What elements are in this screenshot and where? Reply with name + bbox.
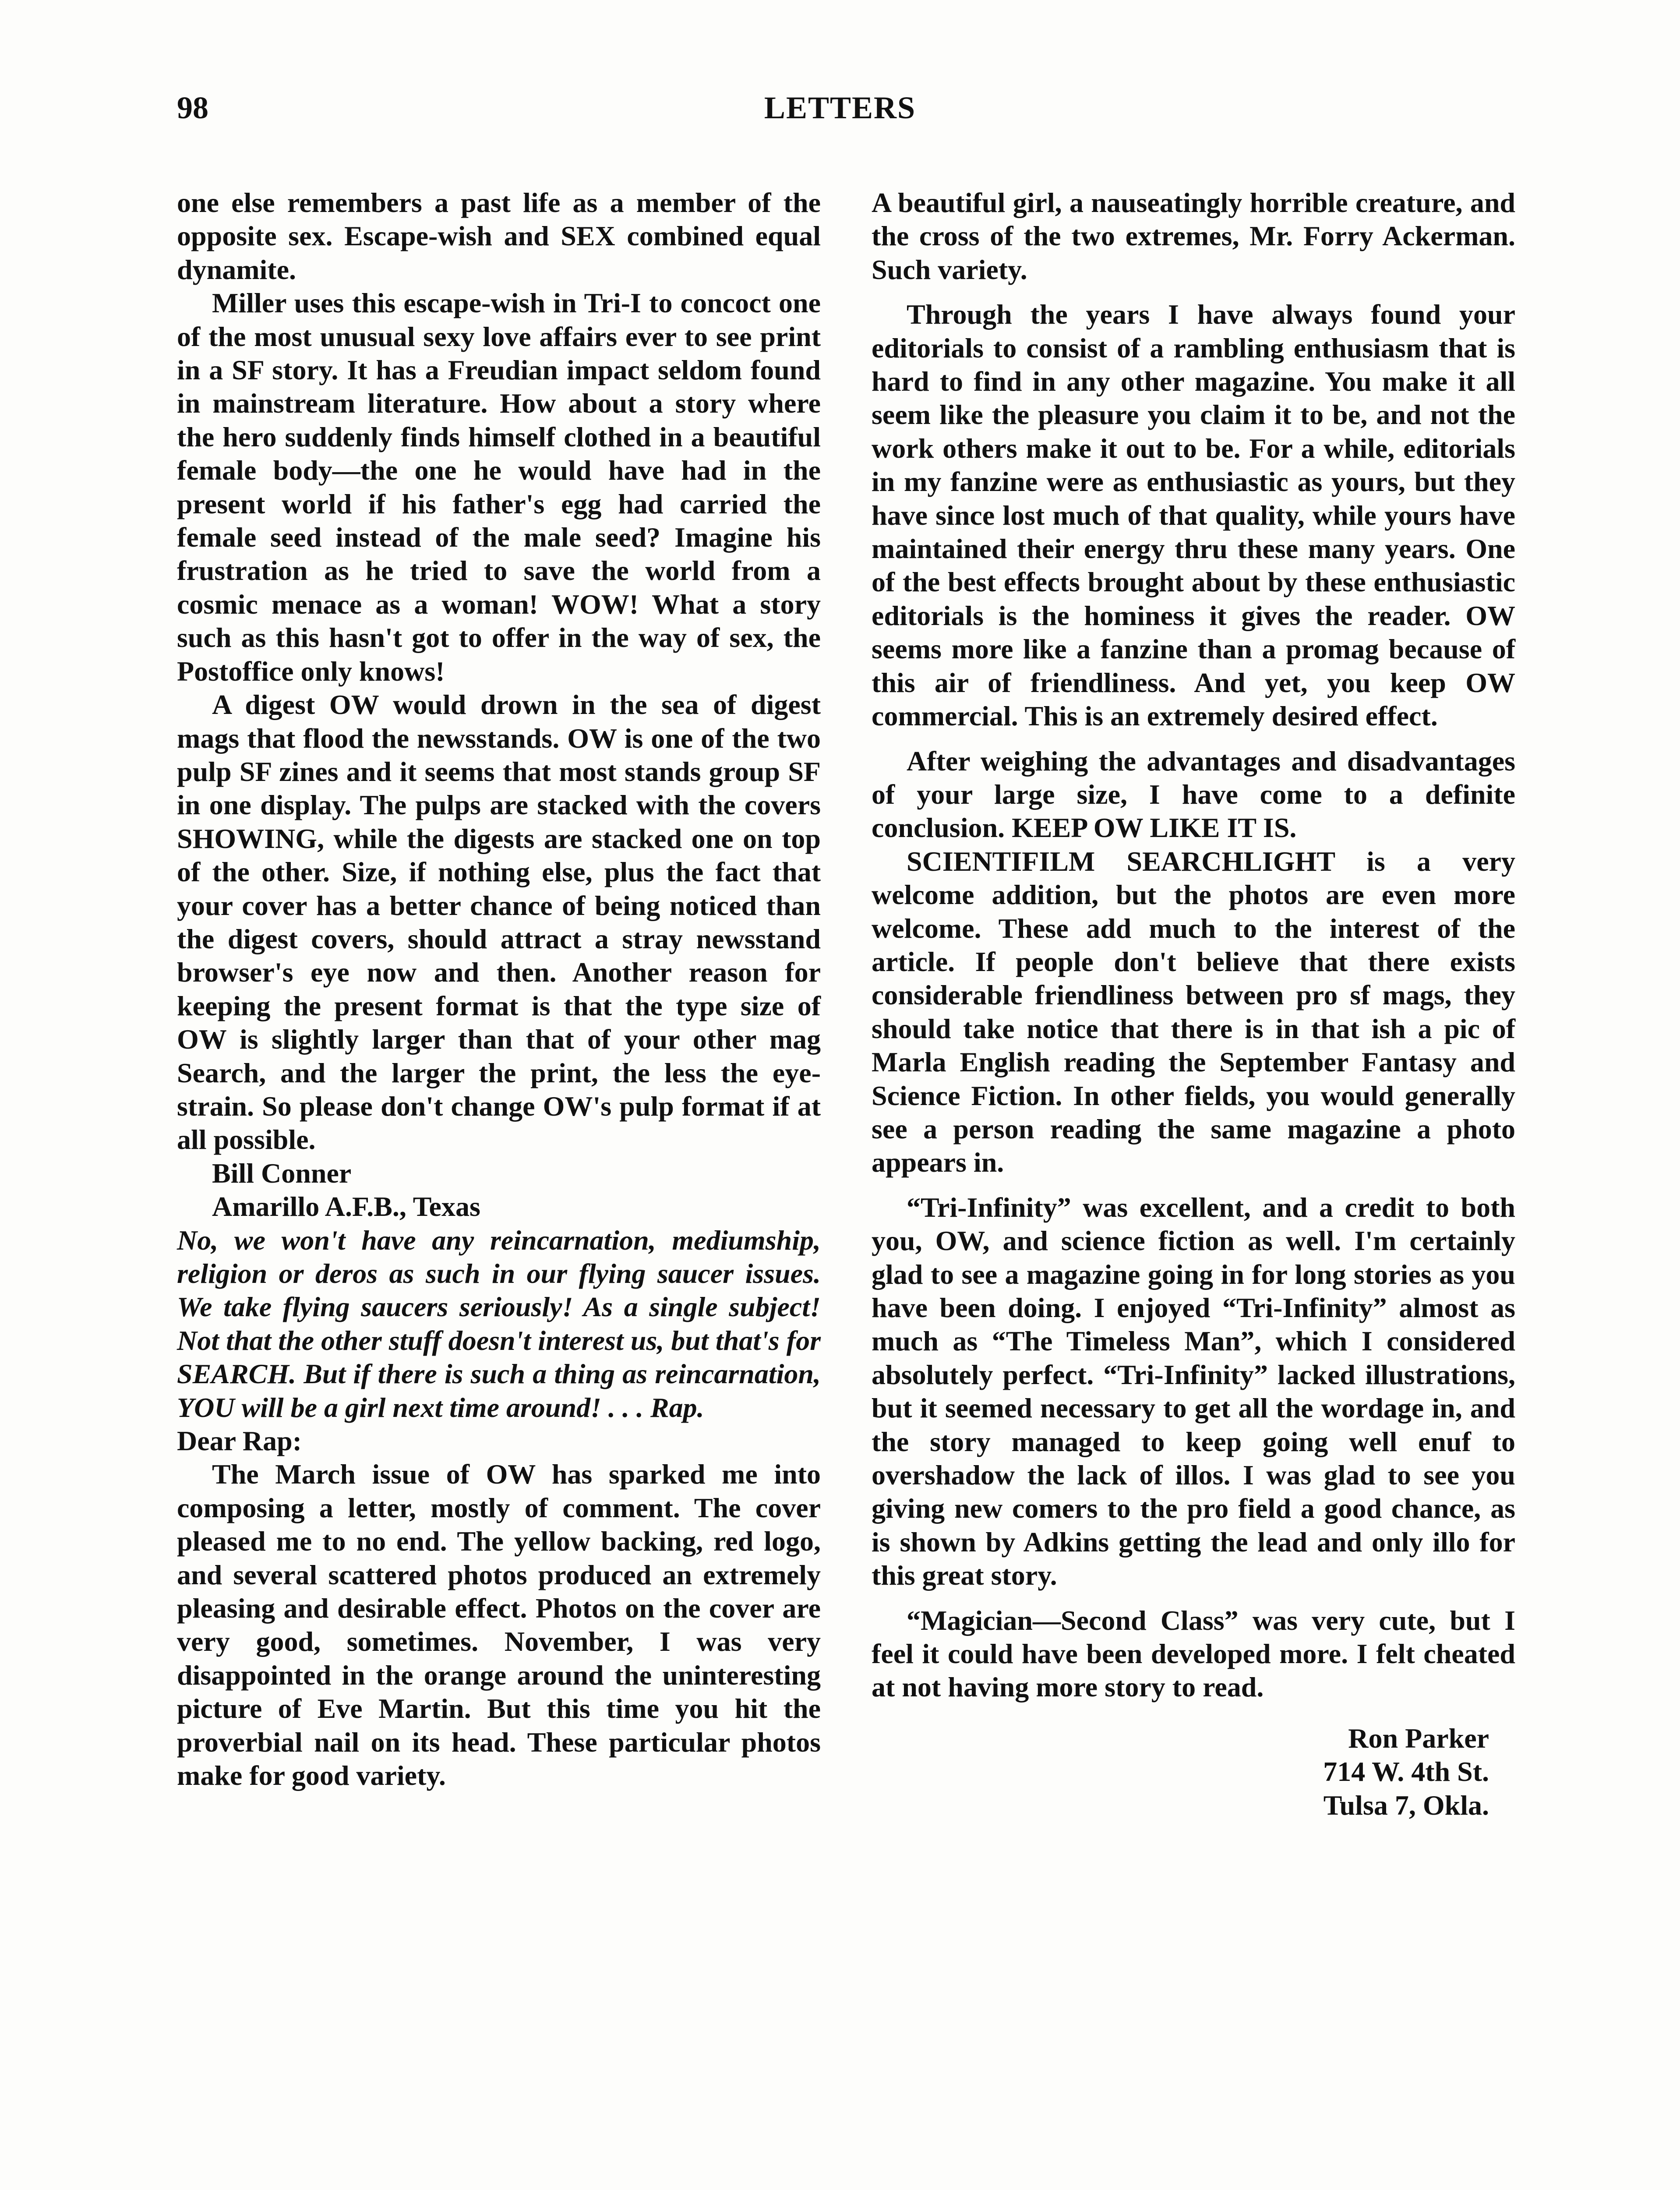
page-header: [0, 90, 1680, 142]
paragraph: “Magician—Second Class” was very cute, but I feel it could have been developed more. I felt cheated at not having more story to read.: [872, 1604, 1515, 1703]
letter-signature-name: Bill Conner: [212, 1157, 352, 1189]
editor-reply: No, we won't have any reincarnation, mediumship, religion or deros as such in our flying saucer issues. We take flying saucers seriously! As a single subject! Not that the other stuff doesn't interest us, but that's for SEARCH. But if there is such a thing as reincarnation, YOU will be a girl next time around! . . . Rap.: [177, 1224, 821, 1423]
paragraph: Through the years I have always found your editorials to consist of a rambling enthusiasm that is hard to find in any other magazine. You make it all seem like the pleasure you claim it to be, and not the work others make it out to be. For a while, editorials in my fanzine were as enthusiastic as yours, but they have since lost much of that quality, while yours have maintained their energy thru these many years. One of the best effects brought about by these enthusiastic editorials is the hominess it gives the reader. OW seems more like a fanzine than a promag because of this air of friendliness. And yet, you keep OW commercial. This is an extremely desired effect.: [872, 299, 1515, 732]
letter-signature: [872, 1722, 1515, 1822]
paragraph: Miller uses this escape-wish in Tri-I to concoct one of the most unusual sexy love affairs ever to see print in a SF story. It has a Freudian impact seldom found in mainstream literature. How about a story where the hero suddenly finds himself clothed in a beautiful female body—the one he would have had in the present world if his father's egg had carried the female seed instead of the male seed? Imagine his frustration as he tried to save the world from a cosmic menace as a woman! WOW! What a story such as this hasn't got to offer in the way of sex, the Postoffice only knows!: [177, 287, 821, 687]
letter-salutation: Dear Rap:: [177, 1425, 302, 1457]
letter-signature-place: Amarillo A.F.B., Texas: [212, 1191, 480, 1222]
paragraph: SCIENTIFILM SEARCHLIGHT is a very welcome addition, but the photos are even more welcome. These add much to the interest of the article. If people don't believe that there exists considerable friendliness between pro sf mags, they should take notice that there is in that ish a pic of Marla English reading the September Fantasy and Science Fiction. In other fields, you would generally see a person reading the same magazine a photo appears in.: [872, 845, 1515, 1178]
paragraph: After weighing the advantages and disadvantages of your large size, I have come to a definite conclusion. KEEP OW LIKE IT IS.: [872, 745, 1515, 844]
paragraph: “Tri-Infinity” was excellent, and a credit to both you, OW, and science fiction as well. I'm certainly glad to see a magazine going in for long stories as you have been doing. I enjoyed “Tri-Infinity” almost as much as “The Timeless Man”, which I considered absolutely perfect. “Tri-Infinity” lacked illustrations, but it seemed necessary to get all the wordage in, and the story managed to keep going well enuf to overshadow the lack of illos. I was glad to see you giving new comers to the pro field a good chance, as is shown by Adkins getting the lead and only illo for this great story.: [872, 1191, 1515, 1591]
page-number: 98: [177, 90, 208, 125]
paragraph: A digest OW would drown in the sea of digest mags that flood the newsstands. OW is one of the two pulp SF zines and it seems that most stands group SF in one display. The pulps are stacked with the covers SHOWING, while the digests are stacked one on top of the other. Size, if nothing else, plus the fact that your cover has a better chance of being noticed than the digest covers, should attract a stray newsstand browser's eye now and then. Another reason for keeping the present format is that the type size of OW is slightly larger than that of your other mag Search, and the larger the print, the less the eye-strain. So please don't change OW's pulp format if at all possible.: [177, 689, 821, 1155]
signature-name: Ron Parker: [1348, 1722, 1489, 1754]
right-column: [872, 186, 1515, 1822]
paragraph: The March issue of OW has sparked me into composing a letter, mostly of comment. The cover pleased me to no end. The yellow backing, red logo, and several scattered photos produced an extremely pleasing and desirable effect. Photos on the cover are very good, sometimes. November, I was very disappointed in the orange around the uninteresting picture of Eve Martin. But this time you hit the proverbial nail on its head. These particular photos make for good variety.: [177, 1459, 821, 1791]
signature-address-line: Tulsa 7, Okla.: [1323, 1789, 1489, 1821]
paragraph: A beautiful girl, a nauseatingly horrible creature, and the cross of the two extremes, Mr. Forry Ackerman. Such variety.: [872, 187, 1515, 285]
paragraph: one else remembers a past life as a member of the opposite sex. Escape-wish and SEX combined equal dynamite.: [177, 187, 821, 285]
page-title: LETTERS: [764, 90, 916, 125]
signature-address-line: 714 W. 4th St.: [1323, 1756, 1489, 1787]
left-column: [177, 186, 821, 1793]
